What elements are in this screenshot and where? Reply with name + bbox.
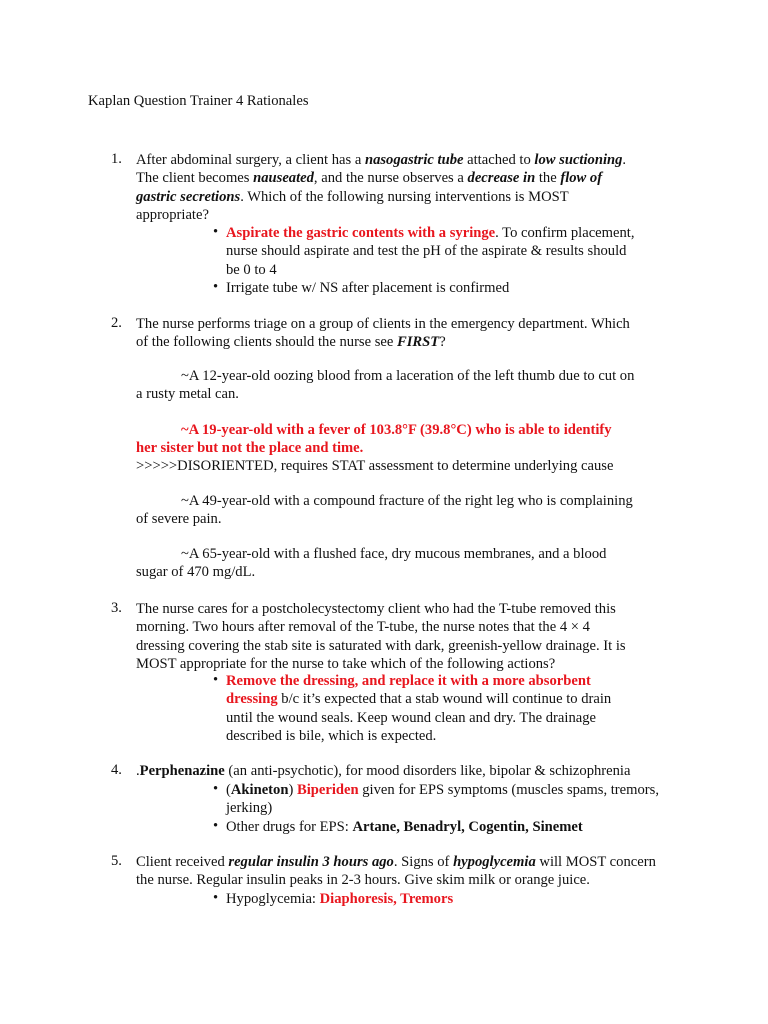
- q2-option-3-line-1: ~A 49-year-old with a compound fracture of the right leg who is complaining: [181, 493, 633, 509]
- q1-bullet-1: •: [213, 224, 219, 240]
- q1-answer-2: Irrigate tube w/ NS after placement is confirmed: [226, 280, 510, 296]
- q4-text: .Perphenazine (an anti-psychotic), for mood disorders like, bipolar & schizophrenia: [136, 763, 631, 779]
- q3-number: 3.: [111, 600, 122, 616]
- q4-number: 4.: [111, 762, 122, 778]
- q3-bullet-1: •: [213, 672, 219, 688]
- q5-text: Client received regular insulin 3 hours ago. Signs of hypoglycemia will MOST concern the nurse. Regular insulin peaks in 2-3 hours. Give skim milk or orange juice.: [136, 854, 656, 889]
- q1-number: 1.: [111, 151, 122, 167]
- q5-answer-1: Hypoglycemia: Diaphoresis, Tremors: [226, 891, 454, 907]
- q1-text: After abdominal surgery, a client has a nasogastric tube attached to low suctioning. The client becomes nauseated, and the nurse observes a decrease in the flow of gastric secretions. Which of the following nursing interventions is MOST appropriate?: [136, 152, 627, 224]
- q2-option-4-line-1: ~A 65-year-old with a flushed face, dry mucous membranes, and a blood: [181, 546, 607, 562]
- q1-bullet-2: •: [213, 279, 219, 295]
- q2-option-1-line-1: ~A 12-year-old oozing blood from a laceration of the left thumb due to cut on: [181, 368, 635, 384]
- q2-option-2-line-2: her sister but not the place and time.: [136, 440, 364, 456]
- q2-option-3-line-2: of severe pain.: [136, 511, 222, 527]
- q2-option-2-line-1: ~A 19-year-old with a fever of 103.8°F (39.8°C) who is able to identify: [181, 422, 612, 438]
- q4-answer-2: Other drugs for EPS: Artane, Benadryl, Cogentin, Sinemet: [226, 819, 583, 835]
- q2-number: 2.: [111, 315, 122, 331]
- q4-answer-1: (Akineton) Biperiden given for EPS symptoms (muscles spams, tremors, jerking): [226, 782, 659, 817]
- q3-answer-1: Remove the dressing, and replace it with a more absorbent dressing b/c it’s expected that a stab wound will continue to drain until the wound seals. Keep wound clean and dry. The drainage described is bile, which is expected.: [226, 673, 612, 745]
- q2-text: The nurse performs triage on a group of clients in the emergency department. Which of the following clients should the nurse see FIRST?: [136, 316, 630, 351]
- q5-bullet-1: •: [213, 890, 219, 906]
- q2-option-1-line-2: a rusty metal can.: [136, 386, 239, 402]
- document-title: Kaplan Question Trainer 4 Rationales: [88, 93, 309, 109]
- q1-answer-1: Aspirate the gastric contents with a syringe. To confirm placement, nurse should aspirate and test the pH of the aspirate & results should be 0 to 4: [226, 225, 635, 278]
- q4-bullet-2: •: [213, 818, 219, 834]
- q4-bullet-1: •: [213, 781, 219, 797]
- q3-text: The nurse cares for a postcholecystectomy client who had the T-tube removed this morning. Two hours after removal of the T-tube, the nurse notes that the 4 × 4 dressing covering the stab site is saturated with dark, greenish-yellow drainage. It is MOST appropriate for the nurse to take which of the following actions?: [136, 601, 626, 673]
- q5-number: 5.: [111, 853, 122, 869]
- q2-option-2-note: >>>>>DISORIENTED, requires STAT assessment to determine underlying cause: [136, 458, 614, 474]
- q2-option-4-line-2: sugar of 470 mg/dL.: [136, 564, 256, 580]
